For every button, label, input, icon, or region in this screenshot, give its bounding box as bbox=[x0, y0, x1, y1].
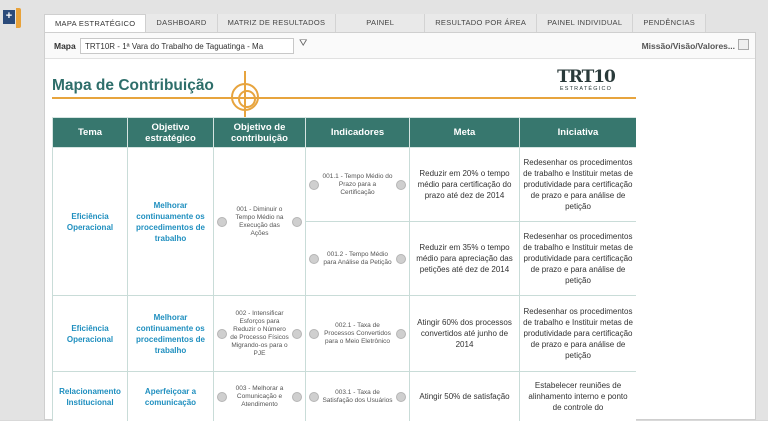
contribution-table bbox=[52, 117, 636, 421]
col-meta: Meta bbox=[410, 118, 520, 148]
iniciativa-cell: Redesenhar os procedimentos de trabalho e Instituir metas de produtividade para certificação de prazo e para análise de petição bbox=[520, 222, 637, 296]
table-row bbox=[53, 372, 637, 421]
target-icon bbox=[231, 83, 259, 111]
status-dot bbox=[309, 254, 319, 264]
contribuicao-cell bbox=[214, 148, 306, 296]
iniciativa-cell: Redesenhar os procedimentos de trabalho e Instituir metas de produtividade para certificação de prazo e para análise de petição bbox=[520, 148, 637, 222]
indicador-cell bbox=[306, 148, 410, 222]
col-indicadores: Indicadores bbox=[306, 118, 410, 148]
meta-cell: Reduzir em 20% o tempo médio para certificação do prazo até dez de 2014 bbox=[410, 148, 520, 222]
contribuicao-cell bbox=[214, 372, 306, 421]
indicador-text[interactable]: 003.1 - Taxa de Satisfação dos Usuários bbox=[322, 389, 393, 405]
meta-cell: Reduzir em 35% o tempo médio para apreciação das petições até dez de 2014 bbox=[410, 222, 520, 296]
tab-resultado-por-area[interactable]: RESULTADO POR ÁREA bbox=[425, 14, 537, 32]
status-dot bbox=[396, 329, 406, 339]
status-dot bbox=[396, 254, 406, 264]
status-dot bbox=[309, 180, 319, 190]
iniciativa-cell: Estabelecer reuniões de alinhamento interno e ponto de controle do bbox=[520, 372, 637, 421]
col-iniciativa: Iniciativa bbox=[520, 118, 637, 148]
tema-cell[interactable]: Relacionamento Institucional bbox=[53, 372, 128, 421]
main-panel bbox=[44, 32, 756, 420]
col-tema: Tema bbox=[53, 118, 128, 148]
print-icon[interactable] bbox=[738, 39, 749, 50]
missao-visao-link[interactable]: Missão/Visão/Valores... bbox=[642, 41, 735, 51]
tab-dashboard[interactable]: DASHBOARD bbox=[146, 14, 217, 32]
status-dot bbox=[292, 329, 302, 339]
status-dot bbox=[292, 217, 302, 227]
table-row bbox=[53, 296, 637, 372]
mapa-select[interactable]: TRT10R - 1ª Vara do Trabalho de Taguatinga - Ma bbox=[80, 38, 294, 54]
filter-icon[interactable]: ⛛ bbox=[299, 38, 313, 52]
contribuicao-cell bbox=[214, 296, 306, 372]
expand-button[interactable]: + bbox=[3, 10, 15, 24]
side-tab[interactable] bbox=[16, 8, 21, 28]
tema-cell[interactable]: Eficiência Operacional bbox=[53, 296, 128, 372]
page-title: Mapa de Contribuição bbox=[52, 77, 214, 95]
mapa-label: Mapa bbox=[54, 41, 76, 51]
indicador-cell bbox=[306, 372, 410, 421]
indicador-cell bbox=[306, 222, 410, 296]
tab-painel[interactable]: PAINEL bbox=[336, 14, 425, 32]
header-divider bbox=[52, 97, 636, 99]
tab-painel-individual[interactable]: PAINEL INDIVIDUAL bbox=[537, 14, 633, 32]
toolbar bbox=[45, 33, 755, 59]
contribuicao-text[interactable]: 003 - Melhorar a Comunicação e Atendimento bbox=[230, 385, 289, 409]
indicador-text[interactable]: 001.1 - Tempo Médio do Prazo para a Certificação bbox=[322, 173, 393, 197]
tab-mapa-estrategico[interactable]: MAPA ESTRATÉGICO bbox=[44, 14, 146, 32]
meta-cell: Atingir 50% de satisfação bbox=[410, 372, 520, 421]
tab-matriz-resultados[interactable]: MATRIZ DE RESULTADOS bbox=[218, 14, 337, 32]
tab-bar bbox=[44, 14, 706, 32]
status-dot bbox=[396, 180, 406, 190]
indicador-text[interactable]: 002.1 - Taxa de Processos Convertidos para o Meio Eletrônico bbox=[322, 322, 393, 346]
status-dot bbox=[217, 329, 227, 339]
logo-subtext: ESTRATÉGICO bbox=[556, 86, 616, 92]
status-dot bbox=[396, 392, 406, 402]
tab-pendencias[interactable]: PENDÊNCIAS bbox=[633, 14, 706, 32]
tema-cell[interactable]: Eficiência Operacional bbox=[53, 148, 128, 296]
status-dot bbox=[309, 392, 319, 402]
contribuicao-text[interactable]: 001 - Diminuir o Tempo Médio na Execução das Ações bbox=[230, 206, 289, 238]
status-dot bbox=[292, 392, 302, 402]
objetivo-cell[interactable]: Melhorar continuamente os procedimentos de trabalho bbox=[128, 296, 214, 372]
indicador-cell bbox=[306, 296, 410, 372]
col-objetivo: Objetivo estratégico bbox=[128, 118, 214, 148]
indicador-text[interactable]: 001.2 - Tempo Médio para Análise da Petição bbox=[322, 251, 393, 267]
meta-cell: Atingir 60% dos processos convertidos até junho de 2014 bbox=[410, 296, 520, 372]
map-content bbox=[52, 63, 636, 421]
status-dot bbox=[217, 392, 227, 402]
objetivo-cell[interactable]: Aperfeiçoar a comunicação bbox=[128, 372, 214, 421]
contribuicao-text[interactable]: 002 - Intensificar Esforços para Reduzir o Número de Processo Físicos Migrando-os para o PJE bbox=[230, 310, 289, 358]
objetivo-cell[interactable]: Melhorar continuamente os procedimentos de trabalho bbox=[128, 148, 214, 296]
logo-text: TRT10 bbox=[556, 67, 616, 87]
status-dot bbox=[217, 217, 227, 227]
iniciativa-cell: Redesenhar os procedimentos de trabalho e Instituir metas de produtividade para certificação de prazo e para análise de petição bbox=[520, 296, 637, 372]
col-contribuicao: Objetivo de contribuição bbox=[214, 118, 306, 148]
map-header bbox=[52, 63, 636, 117]
table-row bbox=[53, 148, 637, 222]
trt10-logo bbox=[556, 67, 616, 92]
status-dot bbox=[309, 329, 319, 339]
